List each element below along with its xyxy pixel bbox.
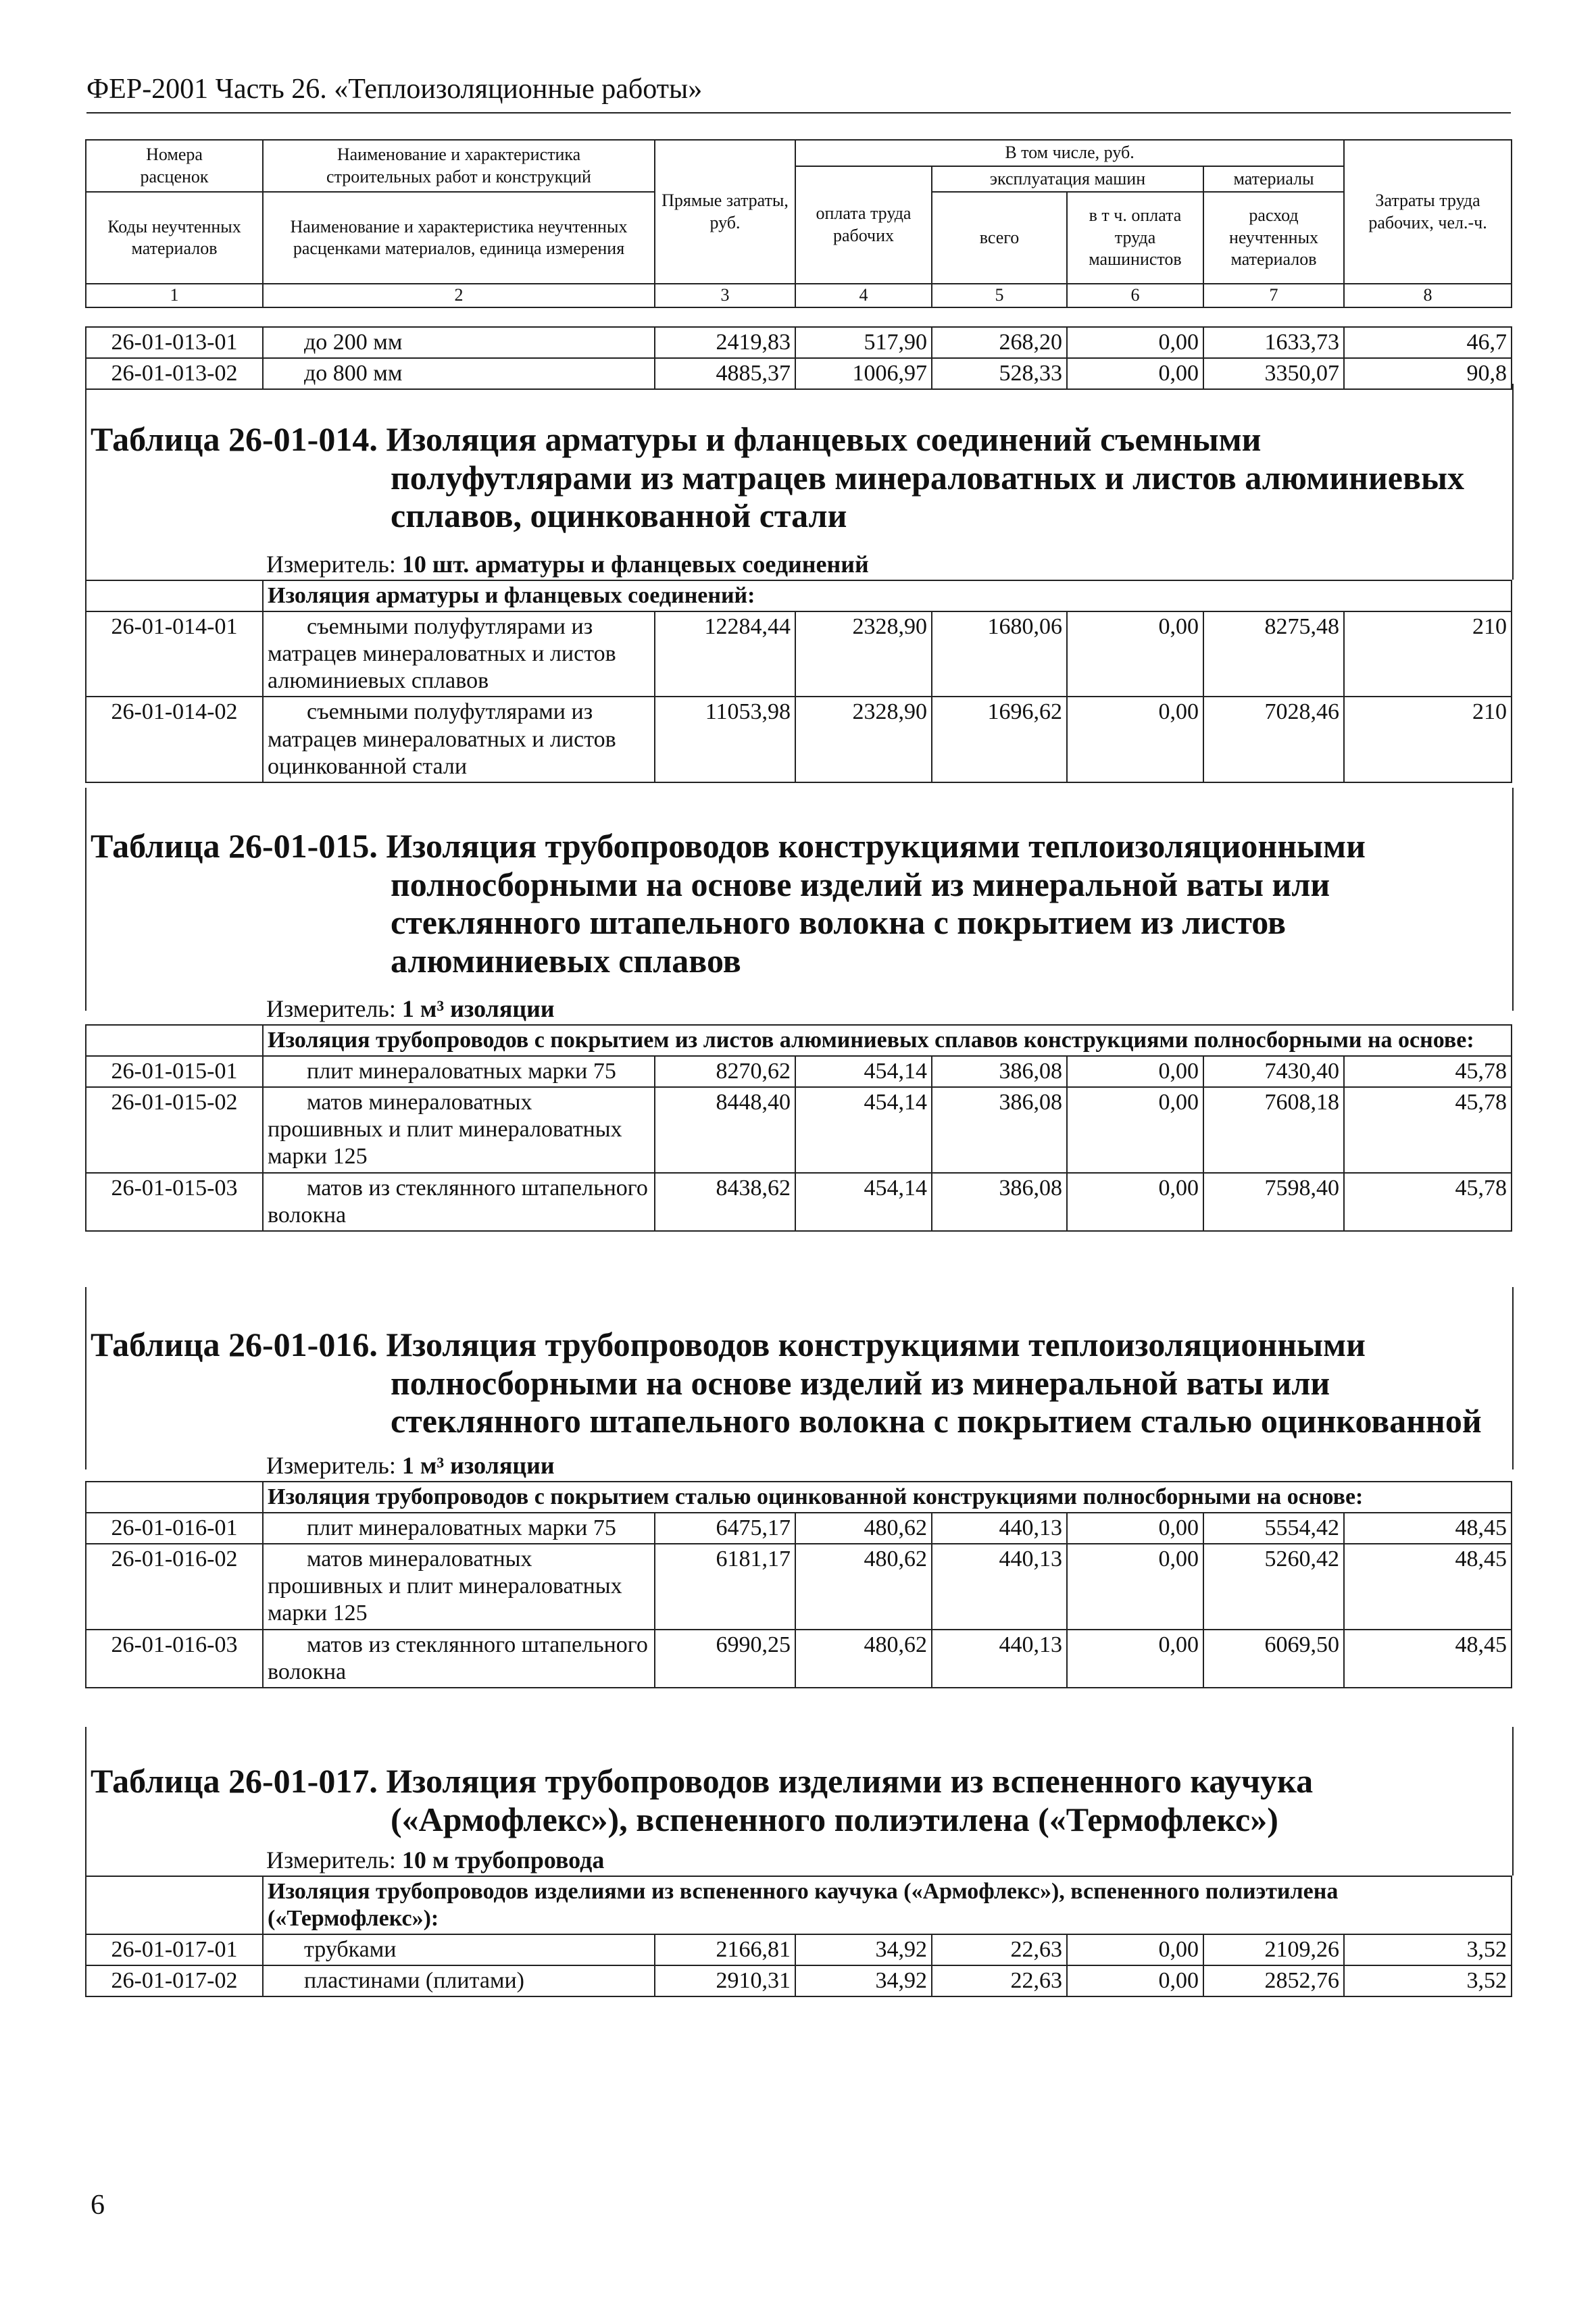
table-row: [86, 1513, 1512, 1544]
table-row: [86, 1934, 1512, 1965]
table-title-line: полносборными на основе изделий из минеральной ваты или: [391, 865, 1330, 903]
header-name2: Наименование и характеристика неучтенных расценками материалов, единица измерения: [263, 192, 655, 284]
row-code: 26-01-016-02: [86, 1544, 263, 1629]
row-name: матов минераловатных прошивных и плит минераловатных марки 125: [263, 1544, 655, 1629]
row-operators: 0,00: [1067, 1056, 1203, 1087]
row-labor: 1006,97: [795, 358, 932, 389]
row-direct: 6990,25: [655, 1630, 795, 1688]
table-017-title: [85, 1762, 1511, 1838]
table-title-line: Изоляция арматуры и фланцевых соединений съемными: [386, 420, 1262, 458]
row-labor: 34,92: [795, 1934, 932, 1965]
row-code: 26-01-015-03: [86, 1173, 263, 1231]
row-materials: 2109,26: [1203, 1934, 1344, 1965]
row-hours: 45,78: [1344, 1173, 1512, 1231]
header-ekspl: эксплуатация машин: [932, 166, 1203, 193]
header-vsego: всего: [932, 192, 1067, 284]
table-row: [86, 1630, 1512, 1688]
row-operators: 0,00: [1067, 1544, 1203, 1629]
row-labor: 480,62: [795, 1630, 932, 1688]
row-materials: 6069,50: [1203, 1630, 1344, 1688]
row-materials: 5554,42: [1203, 1513, 1344, 1544]
row-machines: 528,33: [932, 358, 1067, 389]
row-name: съемными полуфутлярами из матрацев минераловатных и листов алюминиевых сплавов: [263, 611, 655, 697]
table-016-meter: Измеритель: 1 м³ изоляции: [266, 1452, 555, 1479]
table-016: [85, 1481, 1512, 1688]
row-direct: 6181,17: [655, 1544, 795, 1629]
group-heading: Изоляция трубопроводов изделиями из вспененного каучука («Армофлекс»), вспененного полиэтилена («Термофлекс»):: [263, 1876, 1512, 1934]
row-code: 26-01-013-01: [86, 327, 263, 358]
row-operators: 0,00: [1067, 611, 1203, 697]
row-hours: 210: [1344, 611, 1512, 697]
row-name: плит минераловатных марки 75: [263, 1056, 655, 1087]
row-direct: 12284,44: [655, 611, 795, 697]
table-row: [86, 611, 1512, 697]
row-operators: 0,00: [1067, 1513, 1203, 1544]
row-materials: 8275,48: [1203, 611, 1344, 697]
column-header-table: [85, 139, 1512, 308]
row-direct: 8270,62: [655, 1056, 795, 1087]
header-rule: [86, 112, 1511, 114]
table-title-line: Изоляция трубопроводов конструкциями теплоизоляционными: [386, 827, 1366, 865]
row-labor: 454,14: [795, 1087, 932, 1172]
table-016-title: [85, 1326, 1511, 1440]
row-direct: 4885,37: [655, 358, 795, 389]
row-hours: 45,78: [1344, 1087, 1512, 1172]
col-index: 2: [263, 284, 655, 307]
row-operators: 0,00: [1067, 327, 1203, 358]
row-code: 26-01-015-02: [86, 1087, 263, 1172]
row-code: 26-01-016-01: [86, 1513, 263, 1544]
table-017-meter: Измеритель: 10 м трубопровода: [266, 1846, 605, 1873]
table-label: Таблица 26-01-016.: [91, 1326, 378, 1363]
row-machines: 386,08: [932, 1087, 1067, 1172]
row-materials: 7028,46: [1203, 697, 1344, 782]
row-code: 26-01-013-02: [86, 358, 263, 389]
table-title-line: стеклянного штапельного волокна с покрытием из листов: [391, 903, 1286, 941]
row-hours: 3,52: [1344, 1965, 1512, 1996]
row-direct: 2419,83: [655, 327, 795, 358]
table-015-title: [85, 827, 1511, 980]
row-hours: 90,8: [1344, 358, 1512, 389]
table-row: [86, 697, 1512, 782]
table-title-line: полуфутлярами из матрацев минераловатных и листов алюминиевых: [391, 458, 1465, 497]
page-number: 6: [91, 2190, 105, 2221]
row-machines: 440,13: [932, 1513, 1067, 1544]
col-index: 4: [795, 284, 932, 307]
table-013: [85, 326, 1512, 390]
row-hours: 48,45: [1344, 1544, 1512, 1629]
group-heading: Изоляция арматуры и фланцевых соединений:: [263, 580, 1512, 611]
table-row: [86, 1544, 1512, 1629]
table-title-line: сплавов, оцинкованной стали: [391, 497, 847, 534]
col-index: 1: [86, 284, 263, 307]
row-machines: 268,20: [932, 327, 1067, 358]
table-label: Таблица 26-01-015.: [91, 827, 378, 865]
table-row: [86, 1965, 1512, 1996]
table-title-line: стеклянного штапельного волокна с покрытием сталью оцинкованной: [391, 1402, 1482, 1440]
row-name: трубками: [263, 1934, 655, 1965]
row-machines: 440,13: [932, 1630, 1067, 1688]
col-index: 6: [1067, 284, 1203, 307]
table-title-line: алюминиевых сплавов: [391, 941, 741, 980]
row-hours: 210: [1344, 697, 1512, 782]
row-machines: 1696,62: [932, 697, 1067, 782]
row-direct: 11053,98: [655, 697, 795, 782]
row-labor: 2328,90: [795, 697, 932, 782]
row-materials: 3350,07: [1203, 358, 1344, 389]
row-hours: 45,78: [1344, 1056, 1512, 1087]
row-name: пластинами (плитами): [263, 1965, 655, 1996]
table-014-meter: Измеритель: 10 шт. арматуры и фланцевых соединений: [266, 551, 869, 578]
header-raskhod: расход неучтенных материалов: [1203, 192, 1344, 284]
table-row: [86, 1173, 1512, 1231]
row-machines: 1680,06: [932, 611, 1067, 697]
row-machines: 22,63: [932, 1965, 1067, 1996]
row-machines: 440,13: [932, 1544, 1067, 1629]
row-operators: 0,00: [1067, 1087, 1203, 1172]
row-machines: 22,63: [932, 1934, 1067, 1965]
row-name: матов из стеклянного штапельного волокна: [263, 1173, 655, 1231]
row-materials: 7430,40: [1203, 1056, 1344, 1087]
row-code: 26-01-017-02: [86, 1965, 263, 1996]
row-code: 26-01-016-03: [86, 1630, 263, 1688]
header-vtom: В том числе, руб.: [795, 140, 1344, 166]
row-direct: 2910,31: [655, 1965, 795, 1996]
table-title-line: Изоляция трубопроводов конструкциями теплоизоляционными: [386, 1326, 1366, 1363]
header-zatraty: Затраты труда рабочих, чел.-ч.: [1344, 140, 1512, 284]
row-machines: 386,08: [932, 1173, 1067, 1231]
row-labor: 2328,90: [795, 611, 932, 697]
row-name: матов минераловатных прошивных и плит минераловатных марки 125: [263, 1087, 655, 1172]
table-015: [85, 1024, 1512, 1232]
col-index: 5: [932, 284, 1067, 307]
row-hours: 48,45: [1344, 1630, 1512, 1688]
row-name: до 800 мм: [263, 358, 655, 389]
row-code: 26-01-015-01: [86, 1056, 263, 1087]
header-oplata: оплата труда рабочих: [795, 166, 932, 284]
header-name: Наименование и характеристика строительных работ и конструкций: [263, 140, 655, 192]
table-label: Таблица 26-01-017.: [91, 1762, 378, 1800]
row-operators: 0,00: [1067, 697, 1203, 782]
row-machines: 386,08: [932, 1056, 1067, 1087]
header-kody: Коды неучтенных материалов: [86, 192, 263, 284]
group-heading: Изоляция трубопроводов с покрытием сталью оцинкованной конструкциями полносборными на основе:: [263, 1482, 1512, 1513]
row-materials: 7598,40: [1203, 1173, 1344, 1231]
header-materialy: материалы: [1203, 166, 1344, 193]
table-017: [85, 1876, 1512, 1997]
row-labor: 517,90: [795, 327, 932, 358]
row-materials: 7608,18: [1203, 1087, 1344, 1172]
row-operators: 0,00: [1067, 1173, 1203, 1231]
row-materials: 2852,76: [1203, 1965, 1344, 1996]
header-pryamye: Прямые затраты, руб.: [655, 140, 795, 284]
row-labor: 480,62: [795, 1513, 932, 1544]
row-operators: 0,00: [1067, 358, 1203, 389]
table-label: Таблица 26-01-014.: [91, 420, 378, 458]
row-direct: 8438,62: [655, 1173, 795, 1231]
table-title-line: полносборными на основе изделий из минеральной ваты или: [391, 1363, 1330, 1402]
table-015-meter: Измеритель: 1 м³ изоляции: [266, 995, 555, 1022]
header-vtch: в т ч. оплата труда машинистов: [1067, 192, 1203, 284]
row-direct: 2166,81: [655, 1934, 795, 1965]
row-labor: 480,62: [795, 1544, 932, 1629]
header-nomer: Номера расценок: [86, 140, 263, 192]
table-title-line: («Армофлекс»), вспененного полиэтилена («Термофлекс»): [391, 1800, 1278, 1838]
row-labor: 34,92: [795, 1965, 932, 1996]
row-code: 26-01-014-02: [86, 697, 263, 782]
row-direct: 8448,40: [655, 1087, 795, 1172]
row-direct: 6475,17: [655, 1513, 795, 1544]
row-materials: 1633,73: [1203, 327, 1344, 358]
row-operators: 0,00: [1067, 1965, 1203, 1996]
table-row: [86, 1087, 1512, 1172]
row-hours: 46,7: [1344, 327, 1512, 358]
row-hours: 3,52: [1344, 1934, 1512, 1965]
page-header: ФЕР-2001 Часть 26. «Теплоизоляционные работы»: [86, 74, 703, 105]
table-014-title: [85, 420, 1511, 535]
col-index: 3: [655, 284, 795, 307]
group-heading: Изоляция трубопроводов с покрытием из листов алюминиевых сплавов конструкциями полносборными на основе:: [263, 1025, 1512, 1056]
row-name: до 200 мм: [263, 327, 655, 358]
row-name: матов из стеклянного штапельного волокна: [263, 1630, 655, 1688]
table-row: [86, 1056, 1512, 1087]
row-operators: 0,00: [1067, 1630, 1203, 1688]
row-materials: 5260,42: [1203, 1544, 1344, 1629]
row-labor: 454,14: [795, 1056, 932, 1087]
row-hours: 48,45: [1344, 1513, 1512, 1544]
row-operators: 0,00: [1067, 1934, 1203, 1965]
table-title-line: Изоляция трубопроводов изделиями из вспененного каучука: [386, 1762, 1314, 1800]
col-index: 7: [1203, 284, 1344, 307]
col-index: 8: [1344, 284, 1512, 307]
row-code: 26-01-014-01: [86, 611, 263, 697]
table-row: [86, 327, 1512, 358]
row-name: съемными полуфутлярами из матрацев минераловатных и листов оцинкованной стали: [263, 697, 655, 782]
row-code: 26-01-017-01: [86, 1934, 263, 1965]
row-name: плит минераловатных марки 75: [263, 1513, 655, 1544]
table-014: [85, 580, 1512, 783]
row-labor: 454,14: [795, 1173, 932, 1231]
